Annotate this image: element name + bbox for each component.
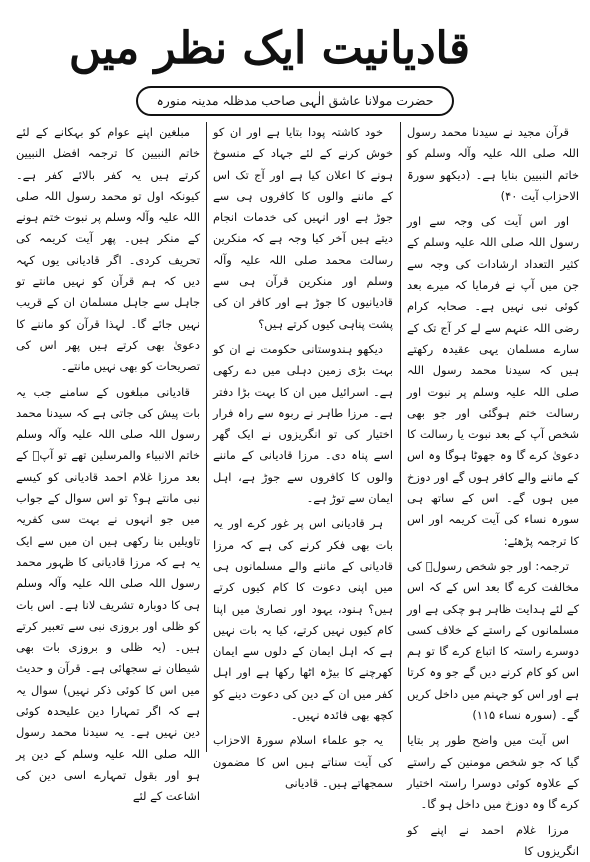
paragraph: اور اس آیت کی وجہ سے اور رسول اللہ صلی اللہ علیہ وسلم کے کثیر التعداد ارشادات کی وجہ سے جن میں آپ نے فرمایا کہ میرے بعد کوئی نبی نہیں ہے۔ صحابہ کرام رضی اللہ عنہم سے لے کر آج تک کے سارے مسلمان یہی عقیدہ رکھتے ہیں کہ سیدنا محمد رسول اللہ صلی اللہ علیہ وسلم پر نبوت اور رسالت ختم ہوگئی اور جو بھی شخص آپ کے بعد نبوت یا رسالت کا دعویٰ کرے گا وہ جھوٹا ہوگا وہ اس کے ماننے والے کافر ہوں گے اور دوزخ میں ہوں گے۔ اس کے ساتھ ہی سورہ نساء کی آیت کریمہ اور اس کا ترجمہ پڑھئے: [407,211,579,552]
paragraph: یہ جو علماء اسلام سورۃ الاحزاب کی آیت سناتے ہیں اس کا مضمون سمجھاتے ہیں۔ قادیانی [213,730,393,794]
text-column-middle [213,122,393,752]
paragraph: مرزا غلام احمد نے اپنے کو انگریزوں کا [407,820,579,862]
paragraph: قرآن مجید نے سیدنا محمد رسول اللہ صلی اللہ علیہ وآلہ وسلم کو خاتم النبیین بنایا ہے۔ (دیکھو سورۃ الاحزاب آیت ۴۰) [407,122,579,207]
article-title: قادیانیت ایک نظر میں [120,18,470,80]
text-column-right [407,122,579,752]
author-byline: حضرت مولانا عاشق الٰہی صاحب مدظلہ مدینہ منورہ [136,86,453,116]
column-divider-right [400,122,401,752]
byline-banner [0,86,590,116]
text-column-left [16,122,200,752]
column-divider-left [206,122,207,752]
paragraph: قادیانی مبلغوں کے سامنے جب یہ بات پیش کی جاتی ہے کہ سیدنا محمد رسول اللہ صلی اللہ علیہ وآلہ وسلم خاتم الانبیاء والمرسلین تھے تو آپؐ کے بعد مرزا غلام احمد قادیانی کو کیسے نبی مانتے ہو؟ تو اس سوال کے جواب میں جو انہوں نے بہت سی کفریہ تاویلیں بنا رکھی ہیں ان میں سے ایک یہ ہے کہ مرزا قادیانی کا ظہور محمد رسول اللہ صلی اللہ علیہ وآلہ وسلم ہی کا دوبارہ تشریف لانا ہے۔ اس بات کو ظلی اور بروزی نبی سے تعبیر کرتے ہیں۔ (یہ ظلی و بروزی بات بھی شیطان نے سجھائی ہے۔ قرآن و حدیث میں اس کا کوئی ذکر نہیں) سوال یہ ہے کہ اگر تمہارا دین علیحدہ کوئی دین نہیں ہے۔ یہ سیدنا محمد رسول اللہ صلی اللہ علیہ وسلم کے دین پر ہو اور بقول تمہارے اسی دین کی اشاعت کے لئے [16,382,200,808]
paragraph: ہر قادیانی اس پر غور کرے اور یہ بات بھی فکر کرنے کی ہے کہ مرزا قادیانی کے ماننے والے مسلمانوں ہی میں اپنی دعوت کا کام کیوں کرتے ہیں؟ ہنود، یہود اور نصاریٰ میں اپنا کام کیوں نہیں کرتے، کیا یہ بات نہیں ہے کہ اہل ایمان کے دلوں سے ایمان کھرچنے کا بیڑہ اٹھا رکھا ہے اور اہل کفر میں ان کے دین کی دعوت دینے کو کچھ بھی فائدہ نہیں۔ [213,513,393,726]
paragraph: خود کاشتہ پودا بتایا ہے اور ان کو خوش کرنے کے لئے جہاد کے منسوخ ہونے کا اعلان کیا ہے اور آج تک اس کے ماننے والوں کا کافروں ہی سے جوڑ ہے اور انہیں کی خدمات انجام دیتے ہیں آخر کیا وجہ ہے کہ منکرین رسالت محمد صلی اللہ علیہ وآلہ وسلم اور منکرین قرآن ہی سے قادیانیوں کا جوڑ ہے اور کافر ان کی پشت پناہی کیوں کرتے ہیں؟ [213,122,393,335]
paragraph: ترجمہ: اور جو شخص رسولؐ کی مخالفت کرے گا بعد اس کے کہ اس کے لئے ہدایت ظاہر ہو چکی ہے اور مسلمانوں کے راستے کے خلاف کسی دوسرے راستہ کا اتباع کرے گا تو ہم اس کو کام کرنے دیں گے جو وہ کرتا ہے اور اس کو جہنم میں داخل کریں گے۔ (سورہ نساء ۱۱۵) [407,556,579,726]
paragraph: اس آیت میں واضح طور پر بتایا گیا کہ جو شخص مومنین کے راستے کے علاوہ کوئی دوسرا راستہ اختیار کرے گا وہ دوزخ میں داخل ہو گا۔ [407,730,579,815]
paragraph: مبلغین اپنے عوام کو بہکانے کے لئے خاتم النبیین کا ترجمہ افضل النبیین کرتے ہیں یہ کفر بالائے کفر ہے۔ کیونکہ اول تو محمد رسول اللہ صلی اللہ علیہ وآلہ وسلم پر نبوت ختم ہونے کے منکر ہیں۔ پھر آیت کریمہ کی تحریف کردی۔ اگر قادیانی یوں کہہ دیں کہ ہم قرآن کو نہیں مانتے تو جاہل سے جاہل مسلمان ان کے قریب نہیں جائے گا۔ لہذا قرآن کو ماننے کا دعویٰ بھی کرتے ہیں پھر اس کی تصریحات کو بھی نہیں مانتے۔ [16,122,200,378]
paragraph: دیکھو ہندوستانی حکومت نے ان کو بہت بڑی زمین دہلی میں دے رکھی ہے۔ اسرائیل میں ان کا بہت بڑا دفتر ہے۔ مرزا طاہر نے ربوہ سے راہ فرار اختیار کی تو انگریزوں نے ایک گھر اسے پناہ دی۔ مرزا قادیانی کے ماننے والوں کا کافروں سے جوڑ ہے، اہل ایمان سے توڑ ہے۔ [213,339,393,509]
